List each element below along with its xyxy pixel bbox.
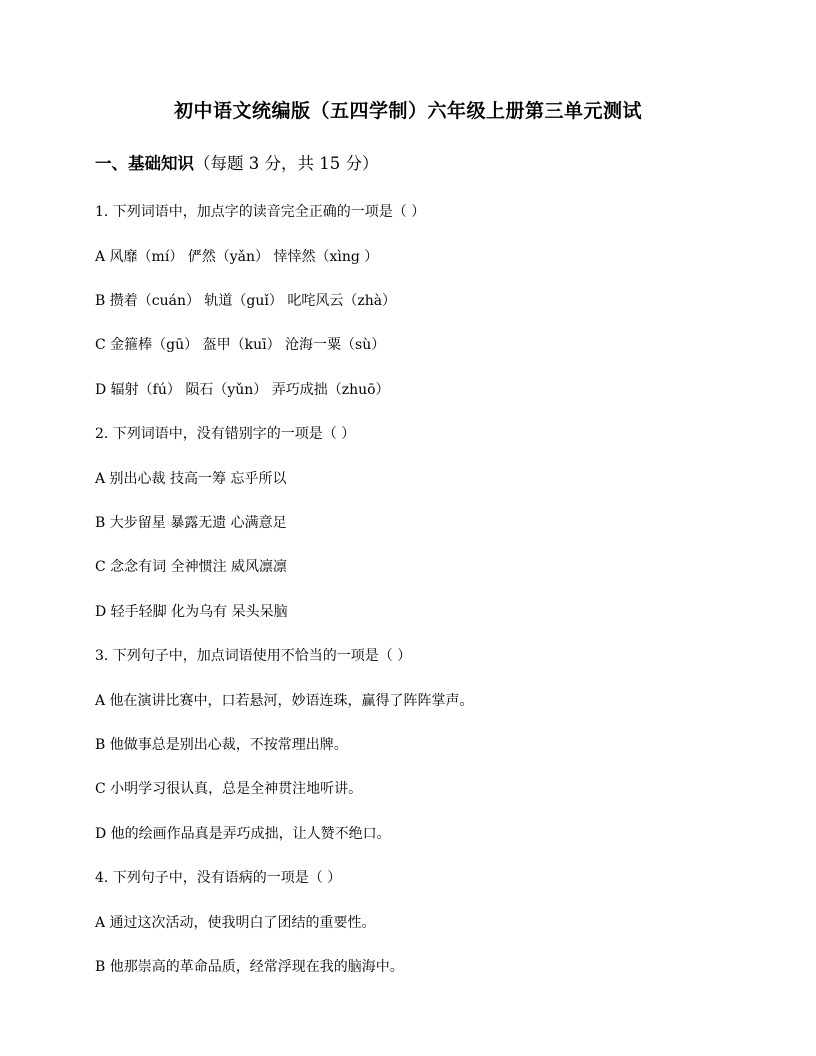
question-1-option-d: D 辐射（fú） 陨石（yǔn） 弄巧成拙（zhuō）: [95, 382, 390, 398]
question-2-option-d: D 轻手轻脚 化为乌有 呆头呆脑: [95, 604, 288, 620]
question-3-option-c: C 小明学习很认真，总是全神贯注地听讲。: [95, 781, 363, 797]
question-3: 3. 下列句子中，加点词语使用不恰当的一项是（ ）: [95, 648, 412, 664]
question-3-option-a: A 他在演讲比赛中，口若悬河，妙语连珠，赢得了阵阵掌声。: [95, 693, 474, 709]
question-1-option-c: C 金箍棒（gū） 盔甲（kuī） 沧海一粟（sù）: [95, 337, 386, 353]
section-score-note: （每题 3 分，共 15 分）: [194, 154, 379, 173]
question-1-option-a: A 风靡（mí） 俨然（yǎn） 悻悻然（xìng ）: [95, 249, 379, 265]
question-4-option-a: A 通过这次活动，使我明白了团结的重要性。: [95, 915, 376, 931]
section-heading-label: 一、基础知识: [95, 154, 194, 173]
question-3-option-d: D 他的绘画作品真是弄巧成拙，让人赞不绝口。: [95, 826, 391, 842]
question-2-option-b: B 大步留星 暴露无遗 心满意足: [95, 515, 287, 531]
question-2-option-c: C 念念有词 全神惯注 威风凛凛: [95, 559, 288, 575]
page-title: 初中语文统编版（五四学制）六年级上册第三单元测试: [173, 100, 642, 122]
section-heading: [95, 150, 378, 174]
question-2-option-a: A 别出心裁 技高一筹 忘乎所以: [95, 471, 287, 487]
question-1-option-b: B 攒着（cuán） 轨道（guǐ） 叱咤风云（zhà）: [95, 293, 397, 309]
question-4-option-b: B 他那崇高的革命品质，经常浮现在我的脑海中。: [95, 959, 404, 975]
question-4: 4. 下列句子中，没有语病的一项是（ ）: [95, 870, 342, 886]
question-2: 2. 下列词语中，没有错别字的一项是（ ）: [95, 426, 356, 442]
question-3-option-b: B 他做事总是别出心裁，不按常理出牌。: [95, 737, 348, 753]
question-1: 1. 下列词语中，加点字的读音完全正确的一项是（ ）: [95, 204, 426, 220]
